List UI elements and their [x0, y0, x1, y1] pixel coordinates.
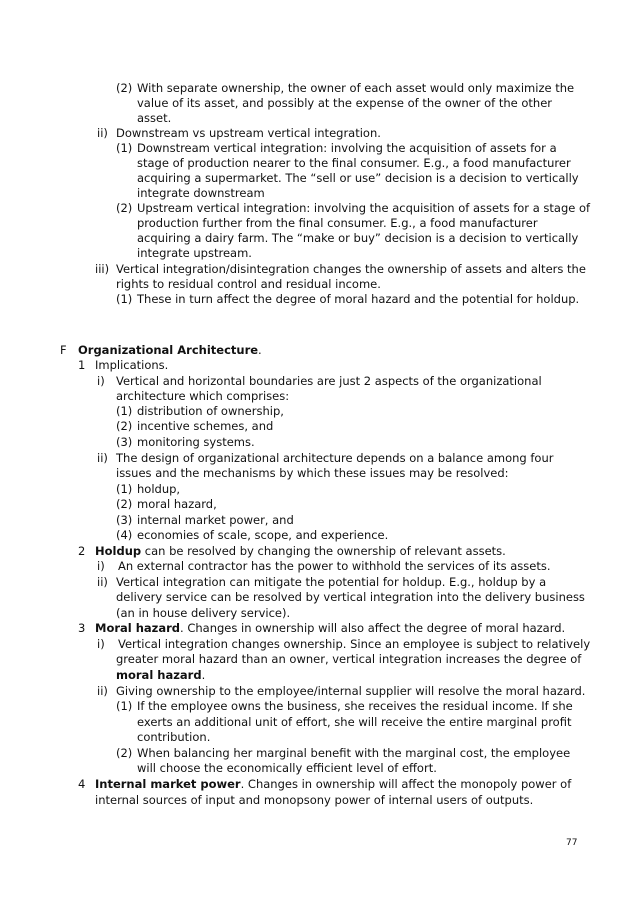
item-heading-bold: Holdup	[95, 544, 142, 558]
item-number: 4	[78, 777, 86, 791]
text-line: acquiring a supermarket. The “sell or use” decision is a decision to vertically	[137, 171, 579, 185]
list-marker: (2)	[116, 419, 133, 433]
item-heading	[95, 621, 565, 636]
text-line: delivery service can be resolved by vertical integration into the delivery business	[116, 590, 585, 604]
text-line: Vertical integration/disintegration changes the ownership of assets and alters the	[116, 262, 586, 276]
text-line: Vertical integration can mitigate the potential for holdup. E.g., holdup by a	[116, 575, 547, 589]
list-marker: (1)	[116, 141, 133, 155]
text-line: integrate upstream.	[137, 246, 252, 260]
list-item: economies of scale, scope, and experience.	[137, 528, 389, 542]
list-item: moral hazard,	[137, 497, 217, 511]
list-item: monitoring systems.	[137, 435, 255, 449]
item-heading-bold: Internal market power	[95, 777, 241, 791]
text-line: An external contractor has the power to withhold the services of its assets.	[118, 559, 551, 573]
text-line: exerts an additional unit of effort, she will receive the entire marginal profit	[137, 715, 572, 729]
text-line: contribution.	[137, 730, 211, 744]
list-marker: (1)	[116, 292, 133, 306]
list-marker: (1)	[116, 482, 133, 496]
text-line: Downstream vertical integration: involving the acquisition of assets for a	[137, 141, 557, 155]
text-line: These in turn affect the degree of moral hazard and the potential for holdup.	[137, 292, 580, 306]
item-heading-rest: . Changes in ownership will also affect the degree of moral hazard.	[180, 621, 566, 635]
text-line: greater moral hazard than an owner, vertical integration increases the degree of	[116, 652, 582, 666]
text-line: Giving ownership to the employee/internal supplier will resolve the moral hazard.	[116, 684, 586, 698]
list-marker: ii)	[97, 575, 108, 589]
list-item: holdup,	[137, 482, 181, 496]
page-number: 77	[566, 838, 578, 848]
item-heading	[95, 544, 506, 559]
text-line: Vertical integration changes ownership. Since an employee is subject to relatively	[118, 637, 591, 651]
text-line: integrate downstream	[137, 186, 265, 200]
text-line: production further from the final consumer. E.g., a food manufacturer	[137, 216, 538, 230]
list-marker: (3)	[116, 435, 133, 449]
text-line: internal sources of input and monopsony power of internal users of outputs.	[95, 793, 534, 807]
list-marker: (1)	[116, 699, 133, 713]
text-line: With separate ownership, the owner of each asset would only maximize the	[137, 81, 575, 95]
list-marker: i)	[97, 637, 105, 651]
item-number: 1	[78, 358, 86, 372]
list-item: incentive schemes, and	[137, 419, 274, 433]
list-marker: (2)	[116, 201, 133, 215]
text-line: issues and the mechanisms by which these issues may be resolved:	[116, 466, 509, 480]
list-marker: (3)	[116, 513, 133, 527]
text-line: acquiring a dairy farm. The “make or buy” decision is a decision to vertically	[137, 231, 579, 245]
text-line: Vertical and horizontal boundaries are just 2 aspects of the organizational	[116, 374, 542, 388]
list-marker: ii)	[97, 126, 108, 140]
text-line: If the employee owns the business, she receives the residual income. If she	[137, 699, 573, 713]
text-line: Downstream vs upstream vertical integration.	[116, 126, 381, 140]
item-heading-rest: . Changes in ownership will affect the monopoly power of	[240, 777, 572, 791]
item-label: Implications.	[95, 358, 169, 372]
item-number: 2	[78, 544, 86, 558]
text-line: Upstream vertical integration: involving the acquisition of assets for a stage of	[137, 201, 591, 215]
list-marker: (2)	[116, 746, 133, 760]
section-letter: F	[60, 343, 67, 357]
item-number: 3	[78, 621, 86, 635]
list-marker: i)	[97, 374, 105, 388]
list-marker: (2)	[116, 497, 133, 511]
text-line: rights to residual control and residual income.	[116, 277, 381, 291]
text-line	[116, 668, 205, 683]
text-line: When balancing her marginal benefit with the marginal cost, the employee	[137, 746, 571, 760]
text-end: .	[201, 668, 206, 682]
section-title-period: .	[258, 343, 262, 357]
item-heading-rest: can be resolved by changing the ownership of relevant assets.	[141, 544, 506, 558]
list-marker: ii)	[97, 684, 108, 698]
text-line: architecture which comprises:	[116, 389, 290, 403]
list-marker: iii)	[95, 262, 110, 276]
bold-term: moral hazard	[116, 668, 202, 682]
list-marker: (2)	[116, 81, 133, 95]
text-line: will choose the economically efficient level of effort.	[137, 761, 437, 775]
list-marker: (4)	[116, 528, 133, 542]
list-marker: (1)	[116, 404, 133, 418]
item-heading-bold: Moral hazard	[95, 621, 181, 635]
list-marker: i)	[97, 559, 105, 573]
text-line: asset.	[137, 111, 172, 125]
text-line: (an in house delivery service).	[116, 606, 291, 620]
text-line: value of its asset, and possibly at the expense of the owner of the other	[137, 96, 553, 110]
list-item: internal market power, and	[137, 513, 294, 527]
list-item: distribution of ownership,	[137, 404, 284, 418]
text-line: The design of organizational architecture depends on a balance among four	[116, 451, 554, 465]
text-line: stage of production nearer to the final consumer. E.g., a food manufacturer	[137, 156, 571, 170]
list-marker: ii)	[97, 451, 108, 465]
section-title-text: Organizational Architecture	[78, 343, 259, 357]
section-title	[78, 343, 262, 358]
item-heading	[95, 777, 571, 792]
